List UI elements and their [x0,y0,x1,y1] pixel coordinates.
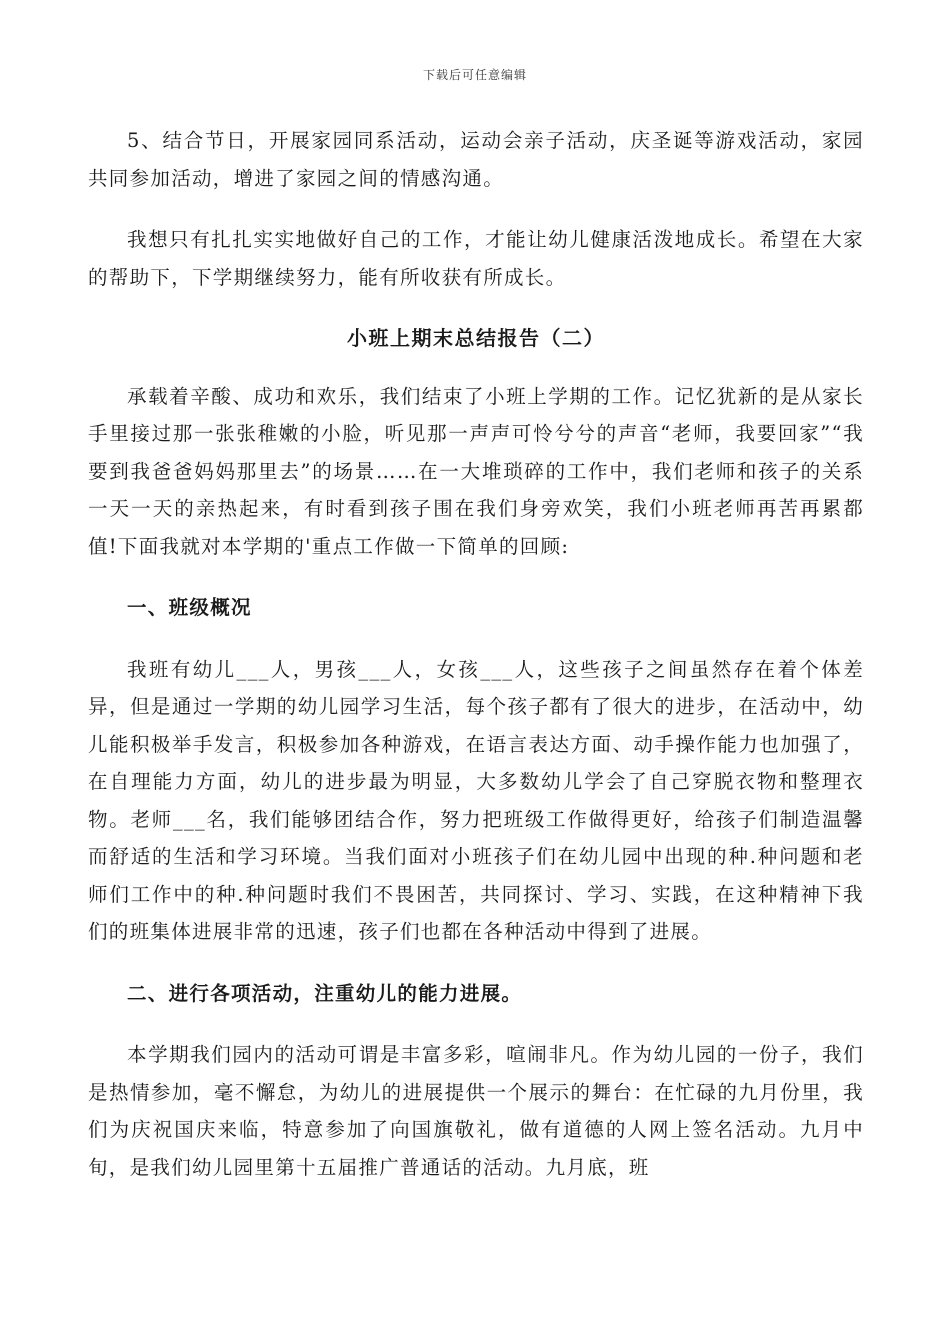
heading-class-overview: 一、班级概况 [127,596,252,619]
header-note: 下载后可任意编辑 [422,68,527,82]
paragraph-introduction: 承载着辛酸、成功和欢乐，我们结束了小班上学期的工作。记忆犹新的是从家长手里接过那一张张稚嫩的小脸，听见那一声声可怜兮兮的声音“老师，我要回家”“我要到我爸爸妈妈那里去”的场景……在一大堆琐碎的工作中，我们老师和孩子的关系一天一天的亲热起来，有时看到孩子围在我们身旁欢笑，我们小班老师再苦再累都值!下面我就对本学期的'重点工作做一下简单的回顾: [88,384,864,558]
paragraph-festival-activities: 5、结合节日，开展家园同系活动，运动会亲子活动，庆圣诞等游戏活动，家园共同参加活动，增进了家园之间的情感沟通。 [88,129,864,190]
report-title: 小班上期末总结报告（二） [347,326,605,350]
paragraph-activities: 本学期我们园内的活动可谓是丰富多彩，喧闹非凡。作为幼儿园的一份子，我们是热情参加，毫不懈怠，为幼儿的进展提供一个展示的舞台：在忙碌的九月份里，我们为庆祝国庆来临，特意参加了向国旗敬礼，做有道德的人网上签名活动。九月中旬，是我们幼儿园里第十五届推广普通话的活动。九月底，班 [88,1043,864,1179]
document-body [88,122,864,1186]
paragraph-class-overview: 我班有幼儿___人，男孩___人，女孩___人，这些孩子之间虽然存在着个体差异，但是通过一学期的幼儿园学习生活，每个孩子都有了很大的进步，在活动中，幼儿能积极举手发言，积极参加各种游戏，在语言表达方面、动手操作能力也加强了，在自理能力方面，幼儿的进步最为明显，大多数幼儿学会了自己穿脱衣物和整理衣物。老师___名，我们能够团结合作，努力把班级工作做得更好，给孩子们制造温馨而舒适的生活和学习环境。当我们面对小班孩子们在幼儿园中出现的种.种问题和老师们工作中的种.种问题时我们不畏困苦，共同探讨、学习、实践，在这种精神下我们的班集体进展非常的迅速，孩子们也都在各种活动中得到了进展。 [88,657,864,943]
heading-activities: 二、进行各项活动，注重幼儿的能力进展。 [127,981,523,1005]
paragraph-closing-wish: 我想只有扎扎实实地做好自己的工作，才能让幼儿健康活泼地成长。希望在大家的帮助下，下学期继续努力，能有所收获有所成长。 [88,228,864,289]
